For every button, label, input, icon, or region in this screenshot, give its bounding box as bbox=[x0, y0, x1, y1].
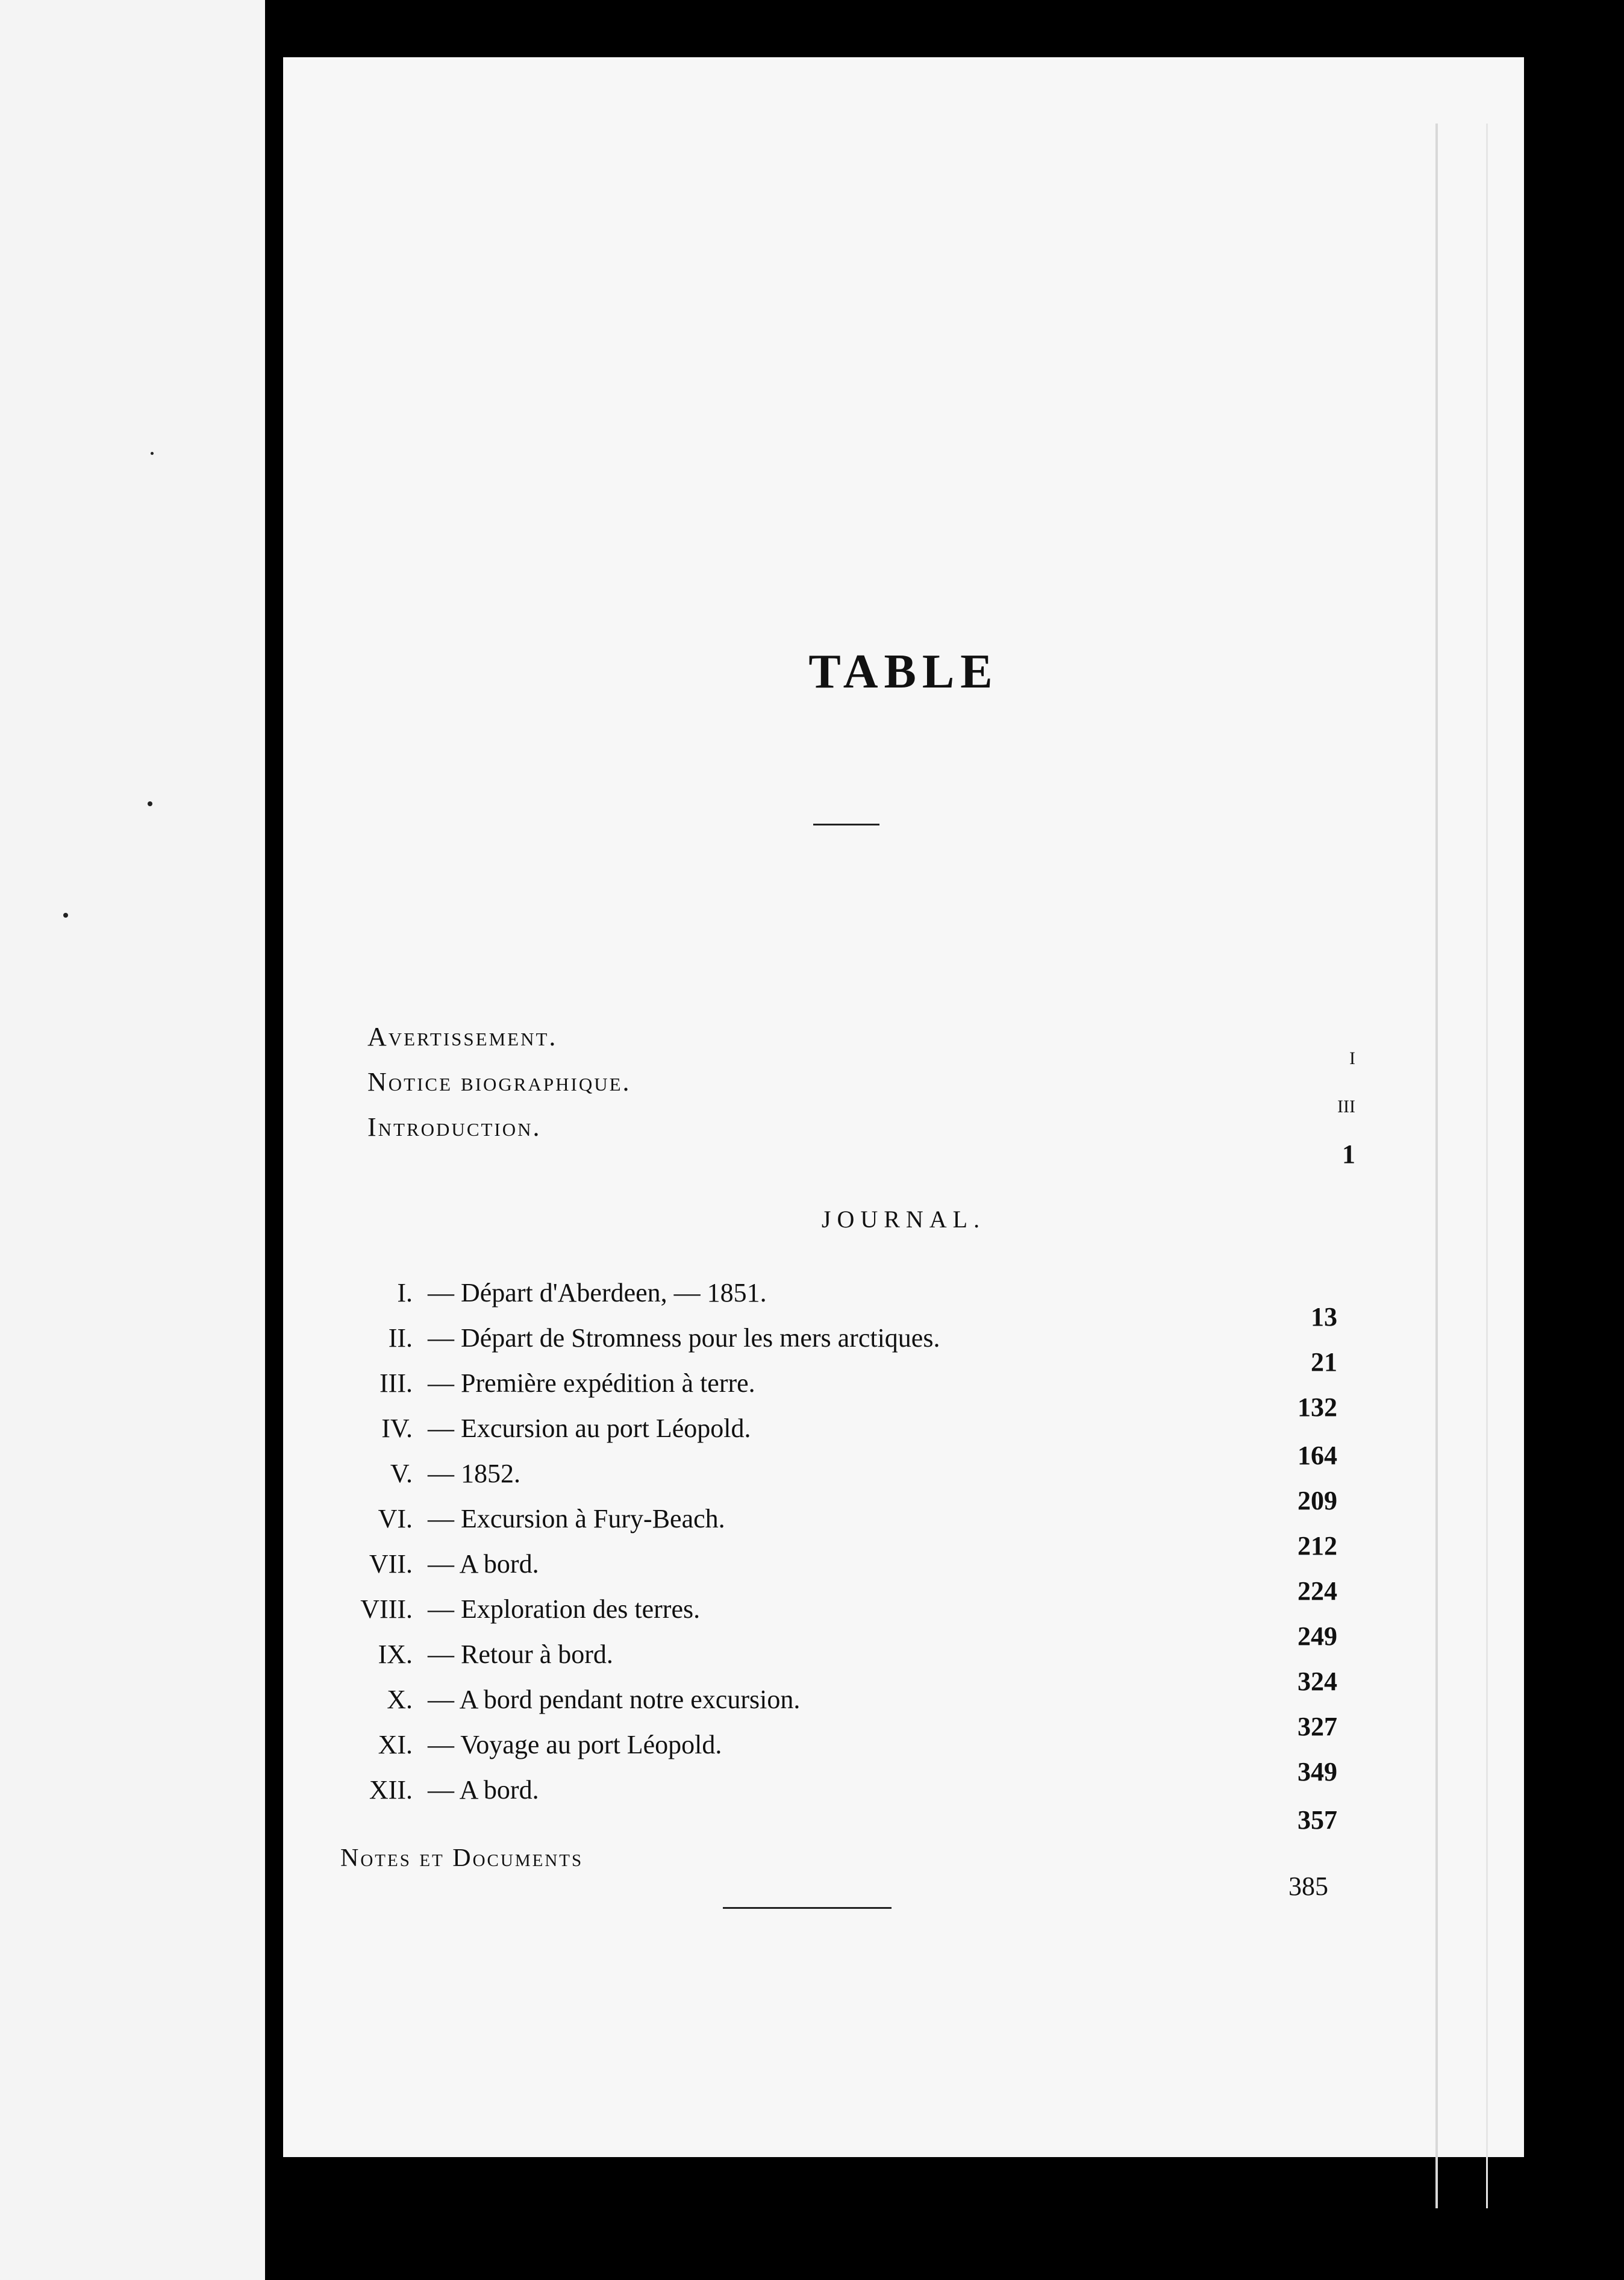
chapter-title: — Retour à bord. bbox=[428, 1640, 613, 1669]
chapter-page: 349 bbox=[1298, 1757, 1337, 1787]
chapter-page: 327 bbox=[1298, 1712, 1337, 1741]
journal-heading: JOURNAL. bbox=[821, 1206, 986, 1233]
chapter-title: — A bord. bbox=[428, 1549, 539, 1579]
chapter-title: — A bord pendant notre excursion. bbox=[428, 1685, 801, 1714]
bottom-divider bbox=[723, 1907, 892, 1909]
book-page bbox=[283, 57, 1524, 2157]
chapter-page: 212 bbox=[1298, 1531, 1337, 1561]
front-matter-page: III bbox=[1337, 1097, 1355, 1117]
speck bbox=[151, 452, 154, 455]
chapter-number: VIII. bbox=[360, 1594, 413, 1624]
chapter-number: I. bbox=[397, 1278, 413, 1308]
chapter-number: IV. bbox=[381, 1414, 413, 1443]
front-matter-page: I bbox=[1349, 1048, 1355, 1068]
page-edge bbox=[1435, 124, 1488, 2208]
chapter-number: XII. bbox=[369, 1775, 413, 1805]
notes-page: 385 bbox=[1288, 1871, 1328, 1901]
chapter-title: — Voyage au port Léopold. bbox=[428, 1730, 722, 1759]
chapter-page: 357 bbox=[1298, 1805, 1337, 1835]
speck bbox=[63, 913, 68, 918]
front-matter-label: Notice biographique. bbox=[367, 1067, 631, 1097]
chapter-page: 164 bbox=[1298, 1441, 1337, 1470]
chapter-page: 324 bbox=[1298, 1667, 1337, 1696]
chapter-title: — 1852. bbox=[428, 1459, 520, 1488]
chapter-number: V. bbox=[390, 1459, 413, 1488]
chapter-title: — Exploration des terres. bbox=[428, 1594, 701, 1624]
chapter-title: — Excursion au port Léopold. bbox=[428, 1414, 751, 1443]
chapter-number: XI. bbox=[378, 1730, 413, 1759]
chapter-page: 249 bbox=[1298, 1621, 1337, 1651]
chapter-title: — Départ de Stromness pour les mers arctiques. bbox=[428, 1323, 940, 1353]
chapter-number: X. bbox=[387, 1685, 413, 1714]
chapter-page: 21 bbox=[1311, 1347, 1337, 1377]
chapter-title: — A bord. bbox=[428, 1775, 539, 1805]
speck bbox=[148, 801, 152, 806]
front-matter-label: Introduction. bbox=[367, 1112, 542, 1142]
front-matter-page: 1 bbox=[1342, 1139, 1355, 1169]
chapter-number: IX. bbox=[378, 1640, 413, 1669]
chapter-title: — Excursion à Fury-Beach. bbox=[428, 1504, 725, 1533]
chapter-number: II. bbox=[388, 1323, 413, 1353]
chapter-number: III. bbox=[379, 1368, 413, 1398]
chapter-title: — Départ d'Aberdeen, — 1851. bbox=[428, 1278, 767, 1308]
chapter-page: 224 bbox=[1298, 1576, 1337, 1606]
chapter-number: VI. bbox=[378, 1504, 413, 1533]
chapter-page: 132 bbox=[1298, 1392, 1337, 1422]
page-title: TABLE bbox=[808, 645, 999, 698]
notes-label: Notes et Documents bbox=[340, 1844, 584, 1872]
chapter-number: VII. bbox=[369, 1549, 413, 1579]
chapter-page: 209 bbox=[1298, 1486, 1337, 1515]
chapter-title: — Première expédition à terre. bbox=[428, 1368, 755, 1398]
title-divider bbox=[813, 824, 879, 825]
front-matter-label: Avertissement. bbox=[367, 1022, 558, 1051]
left-facing-page bbox=[0, 0, 265, 2280]
chapter-page: 13 bbox=[1311, 1302, 1337, 1332]
